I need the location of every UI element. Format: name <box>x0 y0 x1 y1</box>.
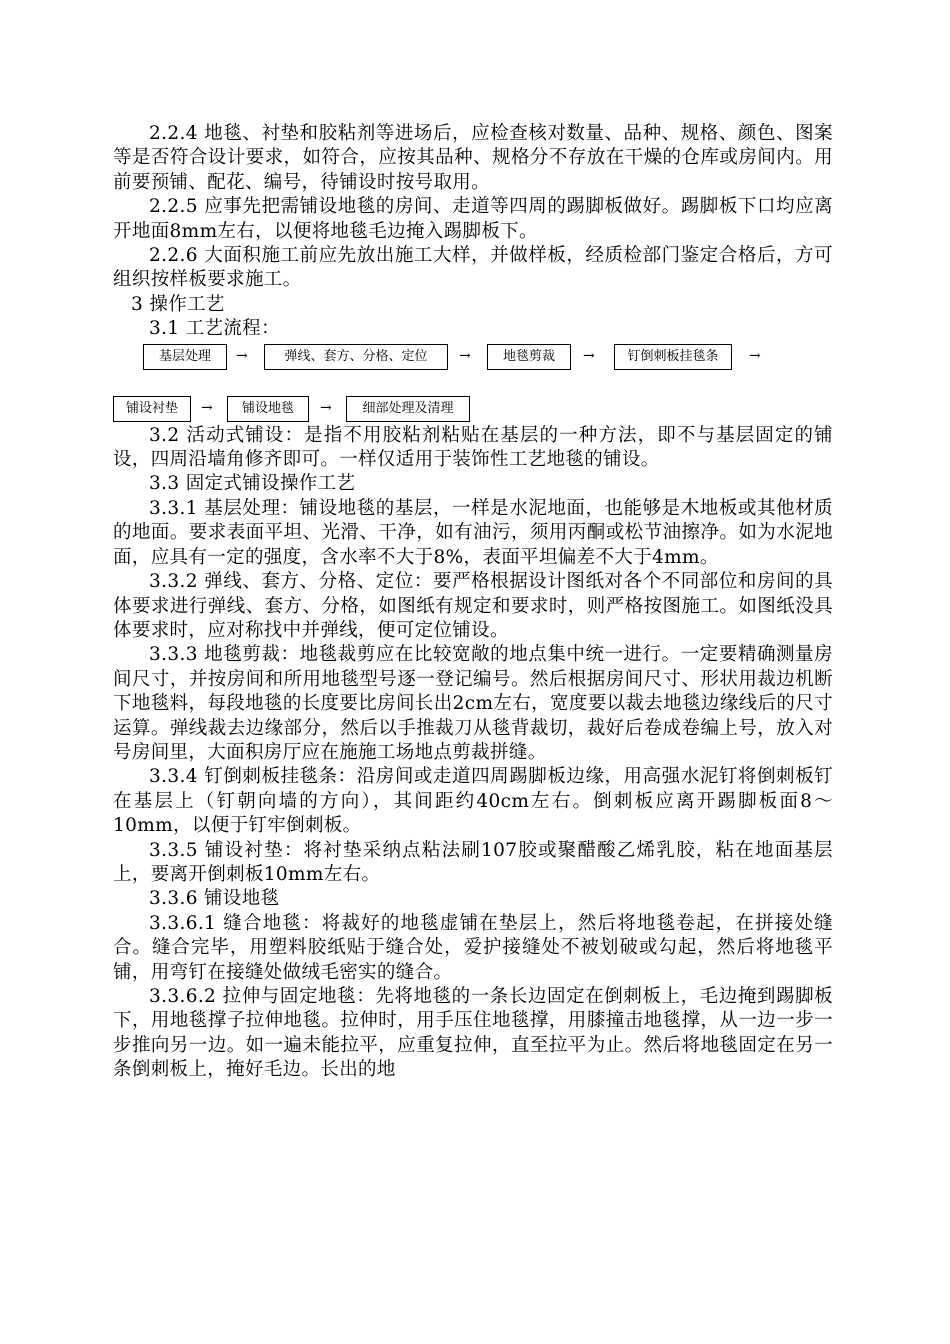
flow-step-detail-cleanup: 细部处理及清理 <box>346 396 470 422</box>
flow-arrow-icon: → <box>583 347 595 364</box>
heading-3-3: 3.3 固定式铺设操作工艺 <box>149 473 356 495</box>
flow-arrow-icon: → <box>236 347 248 364</box>
paragraph-2-2-4: 2.2.4 地毯、衬垫和胶粘剂等进场后，应检查核对数量、品种、规格、颜色、图案等是否符合设计要求，如符合，应按其品种、规格分不存放在干燥的仓库或房间内。用前要预铺、配花、编号，待铺设时按号取用。 <box>113 123 833 193</box>
flow-step-marking: 弹线、套方、分格、定位 <box>264 344 448 370</box>
paragraph-3-3-6-2: 3.3.6.2 拉伸与固定地毯：先将地毯的一条长边固定在倒刺板上，毛边掩到踢脚板下，用地毯撑子拉伸地毯。拉伸时，用手压住地毯撑，用膝撞击地毯撑，从一边一步一步推向另一边。如一遍未能拉平，应重复拉伸，直至拉平为止。然后将地毯固定在另一条倒刺板上，掩好毛边。长出的地 <box>113 986 833 1081</box>
flow-step-cutting: 地毯剪裁 <box>487 344 571 370</box>
flow-step-base-treatment: 基层处理 <box>143 344 227 370</box>
flow-arrow-icon: → <box>459 347 471 364</box>
process-flow-row-2 <box>113 396 833 424</box>
flow-arrow-icon: → <box>749 347 761 364</box>
document-page <box>113 122 833 1083</box>
paragraph-3-2: 3.2 活动式铺设：是指不用胶粘剂粘贴在基层的一种方法，即不与基层固定的铺设，四周沿墙角修齐即可。一样仅适用于装饰性工艺地毯的铺设。 <box>113 424 833 471</box>
paragraph-3-3-2: 3.3.2 弹线、套方、分格、定位：要严格根据设计图纸对各个不同部位和房间的具体要求进行弹线、套方、分格，如图纸有规定和要求时，则严格按图施工。如图纸没具体要求时，应对称找中并弹线，便可定位铺设。 <box>113 571 833 641</box>
paragraph-3-3-1: 3.3.1 基层处理：铺设地毯的基层，一样是水泥地面，也能够是木地板或其他材质的地面。要求表面平坦、光滑、干净，如有油污，须用丙酮或松节油擦净。如为水泥地面，应具有一定的强度，含水率不大于8%，表面平坦偏差不大于4mm。 <box>113 497 833 568</box>
process-flow-row-1 <box>113 344 833 372</box>
paragraph-2-2-5: 2.2.5 应事先把需铺设地毯的房间、走道等四周的踢脚板做好。踢脚板下口均应离开地面8mm左右，以便将地毯毛边掩入踢脚板下。 <box>113 196 833 242</box>
heading-3-1: 3.1 工艺流程： <box>149 318 280 340</box>
paragraph-3-3-5: 3.3.5 铺设衬垫：将衬垫采纳点粘法刷107胶或聚醋酸乙烯乳胶，粘在地面基层上，要离开倒刺板10mm左右。 <box>113 839 833 885</box>
flow-arrow-icon: → <box>320 399 332 416</box>
paragraph-2-2-6: 2.2.6 大面积施工前应先放出施工大样，并做样板，经质检部门鉴定合格后，方可组织按样板要求施工。 <box>113 245 833 291</box>
paragraph-3-3-6-1: 3.3.6.1 缝合地毯：将裁好的地毯虚铺在垫层上，然后将地毯卷起，在拼接处缝合。缝合完毕，用塑料胶纸贴于缝合处，爱护接缝处不被划破或勾起，然后将地毯平铺，用弯钉在接缝处做绒毛密实的缝合。 <box>113 912 833 983</box>
flow-arrow-icon: → <box>201 399 213 416</box>
flow-step-underlay: 铺设衬垫 <box>113 396 191 422</box>
paragraph-3-3-4: 3.3.4 钉倒刺板挂毯条：沿房间或走道四周踢脚板边缘，用高强水泥钉将倒刺板钉在基层上（钉朝向墙的方向），其间距约40cm左右。倒刺板应离开踢脚板面8～10mm，以便于钉牢倒刺板。 <box>113 766 833 837</box>
flow-step-lay-carpet: 铺设地毯 <box>227 396 309 422</box>
paragraph-3-3-3: 3.3.3 地毯剪裁：地毯裁剪应在比较宽敞的地点集中统一进行。一定要精确测量房间尺寸，并按房间和所用地毯型号逐一登记编号。然后根据房间尺寸、形状用裁边机断下地毯料，每段地毯的长度要比房间长出2cm左右，宽度要以裁去地毯边缘线后的尺寸运算。弹线裁去边缘部分，然后以手推裁刀从毯背裁切，裁好后卷成卷编上号，放入对号房间里，大面积房厅应在施施工场地点剪裁拼缝。 <box>113 644 833 763</box>
heading-3-3-6: 3.3.6 铺设地毯 <box>149 888 280 910</box>
flow-step-gripper-strip: 钉倒刺板挂毯条 <box>614 344 732 370</box>
heading-3: 3 操作工艺 <box>131 293 225 315</box>
